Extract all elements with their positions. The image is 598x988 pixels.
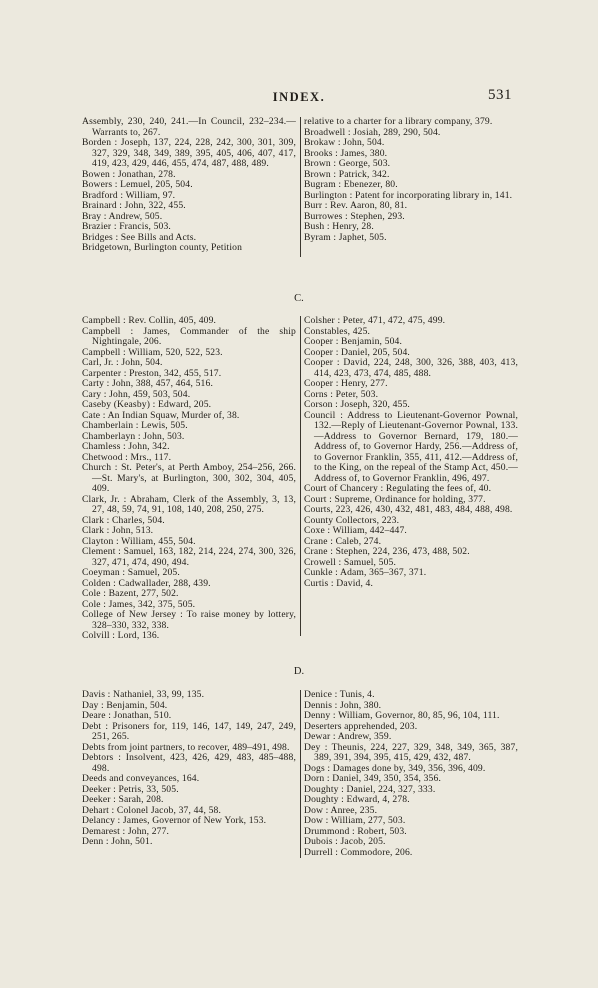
section-b <box>82 117 518 254</box>
section-c <box>82 316 518 642</box>
index-entry: College of New Jersey : To raise money by lottery, 328–330, 332, 338. <box>82 609 296 631</box>
index-entry: Chamless : John, 342. <box>82 441 170 452</box>
index-entry: Cooper : Daniel, 205, 504. <box>304 346 410 358</box>
left-column <box>82 117 296 254</box>
index-entry: Deeker : Sarah, 208. <box>82 794 164 805</box>
left-column <box>82 690 296 858</box>
index-entry: Bradford : William, 97. <box>82 189 176 201</box>
index-entry: Burr : Rev. Aaron, 80, 81. <box>304 200 408 211</box>
index-entry: Bridgetown, Burlington county, Petition <box>82 242 243 253</box>
index-entry: Curtis : David, 4. <box>304 577 374 589</box>
index-entry: Brooks : James, 380. <box>304 147 388 159</box>
index-entry: Burrowes : Stephen, 293. <box>304 210 405 222</box>
index-entry: Cole : Bazent, 277, 502. <box>82 588 179 599</box>
index-entry: Dorn : Daniel, 349, 350, 354, 356. <box>304 773 441 784</box>
index-entry: Brown : George, 503. <box>304 158 391 169</box>
index-entry: Broadwell : Josiah, 289, 290, 504. <box>304 126 441 138</box>
running-head <box>0 87 598 108</box>
index-entry: Church : St. Peter's, at Perth Amboy, 254–256, 266.—St. Mary's, at Burlington, 300, 302, 304, 405, 409. <box>82 462 296 494</box>
index-entry: Clark : Charles, 504. <box>82 514 165 526</box>
index-entry: Constables, 425. <box>304 325 371 337</box>
index-entry: Cate : An Indian Squaw, Murder of, 38. <box>82 409 240 421</box>
index-entry: Campbell : James, Commander of the ship Nightingale, 206. <box>82 325 296 347</box>
index-entry: Denny : William, Governor, 80, 85, 96, 104, 111. <box>304 710 500 721</box>
index-entry: Dennis : John, 380. <box>304 699 382 711</box>
index-entry: Davis : Nathaniel, 33, 99, 135. <box>82 689 205 700</box>
index-entry: Brazier : Francis, 503. <box>82 221 171 232</box>
index-entry: Day : Benjamin, 504. <box>82 699 168 711</box>
index-entry: Campbell : William, 520, 522, 523. <box>82 346 223 358</box>
index-entry: Caseby (Keasby) : Edward, 205. <box>82 399 212 410</box>
index-entry: Clark : John, 513. <box>82 525 154 536</box>
index-entry: Crane : Stephen, 224, 236, 473, 488, 502. <box>304 546 470 557</box>
index-entry: Deserters apprehended, 203. <box>304 720 418 732</box>
index-entry: Crowell : Samuel, 505. <box>304 556 397 568</box>
right-column <box>300 690 518 858</box>
left-column <box>82 316 296 642</box>
index-entry: Colvill : Lord, 136. <box>82 630 160 641</box>
index-entry: Cooper : David, 224, 248, 300, 326, 388, 403, 413, 414, 423, 473, 474, 485, 488. <box>304 357 518 379</box>
index-entry: Coxe : William, 442–447. <box>304 525 407 536</box>
index-entry: Drummond : Robert, 503. <box>304 825 407 837</box>
index-entry: Court : Supreme, Ordinance for holding, 377. <box>304 493 486 505</box>
index-entry: Chamberlain : Lewis, 505. <box>82 420 188 431</box>
section-d <box>82 690 518 858</box>
index-entry: Brokaw : John, 504. <box>304 137 385 148</box>
index-entry: Bridges : See Bills and Acts. <box>82 231 197 243</box>
index-entry: Cole : James, 342, 375, 505. <box>82 598 196 610</box>
index-entry: Byram : Japhet, 505. <box>304 231 387 243</box>
index-entry: Bush : Henry, 28. <box>304 221 374 232</box>
index-entry: Corson : Joseph, 320, 455. <box>304 399 410 410</box>
index-entry: Deeds and conveyances, 164. <box>82 773 200 784</box>
index-entry: Cooper : Henry, 277. <box>304 378 388 389</box>
index-entry: Doughty : Daniel, 224, 327, 333. <box>304 783 436 795</box>
index-entry: Colsher : Peter, 471, 472, 475, 499. <box>304 315 446 326</box>
index-entry: Denice : Tunis, 4. <box>304 689 375 700</box>
index-entry: Debts from joint partners, to recover, 489–491, 498. <box>82 741 290 753</box>
index-entry: Deeker : Petris, 33, 505. <box>82 783 179 795</box>
index-entry: Corns : Peter, 503. <box>304 388 379 400</box>
index-entry: Clement : Samuel, 163, 182, 214, 224, 274, 300, 326, 327, 471, 474, 490, 494. <box>82 546 296 568</box>
index-entry: Dehart : Colonel Jacob, 37, 44, 58. <box>82 804 222 816</box>
index-entry: Cooper : Benjamin, 504. <box>304 336 403 347</box>
index-entry: Debt : Prisoners for, 119, 146, 147, 149, 247, 249, 251, 265. <box>82 720 296 742</box>
index-entry: Dubois : Jacob, 205. <box>304 836 386 847</box>
index-entry: Dewar : Andrew, 359. <box>304 731 392 742</box>
index-entry: Campbell : Rev. Collin, 405, 409. <box>82 315 217 326</box>
index-entry: Brown : Patrick, 342. <box>304 168 390 180</box>
index-entry: Demarest : John, 277. <box>82 825 170 837</box>
index-entry: Bowers : Lemuel, 205, 504. <box>82 179 193 190</box>
index-entry: Burlington : Patent for incorporating library in, 141. <box>304 189 513 201</box>
index-entry: Cary : John, 459, 503, 504. <box>82 388 191 400</box>
index-entry: Chetwood : Mrs., 117. <box>82 451 172 463</box>
index-entry: Bugram : Ebenezer, 80. <box>304 179 398 190</box>
index-entry: Chamberlayn : John, 503. <box>82 430 185 442</box>
right-column <box>300 117 518 254</box>
running-title: INDEX. <box>272 90 326 104</box>
index-entry: Carty : John, 388, 457, 464, 516. <box>82 378 213 389</box>
index-entry: relative to a charter for a library company, 379. <box>304 116 493 127</box>
index-entry: Dey : Theunis, 224, 227, 329, 348, 349, 365, 387, 389, 391, 394, 395, 415, 429, 432, 487. <box>304 741 518 763</box>
section-heading-d: D. <box>293 666 305 677</box>
index-entry: Debtors : Insolvent, 423, 426, 429, 483, 485–488, 498. <box>82 752 296 774</box>
index-entry: County Collectors, 223. <box>304 514 400 526</box>
section-heading-c: C. <box>294 293 304 304</box>
index-entry: Brainard : John, 322, 455. <box>82 200 186 211</box>
index-entry: Coeyman : Samuel, 205. <box>82 567 180 578</box>
index-entry: Dow : Anree, 235. <box>304 804 378 816</box>
index-entry: Colden : Cadwallader, 288, 439. <box>82 577 211 589</box>
index-entry: Assembly, 230, 240, 241.—In Council, 232–234.—Warrants to, 267. <box>82 116 296 138</box>
index-entry: Courts, 223, 426, 430, 432, 481, 483, 484, 488, 498. <box>304 504 513 515</box>
index-entry: Dogs : Damages done by, 349, 356, 396, 409. <box>304 762 486 774</box>
index-entry: Delancy : James, Governor of New York, 153. <box>82 815 267 826</box>
index-entry: Carl, Jr. : John, 504. <box>82 357 163 368</box>
index-entry: Clark, Jr. : Abraham, Clerk of the Assembly, 3, 13, 27, 48, 59, 74, 91, 108, 140, 208, 250, 275. <box>82 493 296 515</box>
index-entry: Bowen : Jonathan, 278. <box>82 168 176 180</box>
index-entry: Council : Address to Lieutenant-Governor Pownal, 132.—Reply of Lieutenant-Governor Pownal, 133.—Address to Governor Bernard, 179, 180.—Address of, to Governor Hardy, 256.—Address of, to Governor Franklin, 355, 411, 412.—Address of, to the King, on the repeal of the Stamp Act, 450.—Address of, to Governor Franklin, 496, 497. <box>304 409 518 484</box>
index-entry: Durrell : Commodore, 206. <box>304 846 413 858</box>
index-entry: Clayton : William, 455, 504. <box>82 535 196 547</box>
index-entry: Court of Chancery : Regulating the fees of, 40. <box>304 483 492 494</box>
index-entry: Doughty : Edward, 4, 278. <box>304 794 410 805</box>
index-entry: Bray : Andrew, 505. <box>82 210 163 222</box>
page-number: 531 <box>488 87 512 103</box>
index-entry: Denn : John, 501. <box>82 836 153 847</box>
index-entry: Cunkle : Adam, 365–367, 371. <box>304 567 427 578</box>
index-entry: Deare : Jonathan, 510. <box>82 710 172 721</box>
index-entry: Borden : Joseph, 137, 224, 228, 242, 300, 301, 309, 327, 329, 348, 349, 389, 395, 405, 406, 407, 417, 419, 423, 429, 446, 455, 474, 487, 488, 489. <box>82 137 296 169</box>
right-column <box>300 316 518 642</box>
index-entry: Carpenter : Preston, 342, 455, 517. <box>82 367 222 379</box>
index-entry: Dow : William, 277, 503. <box>304 815 406 826</box>
index-entry: Crane : Caleb, 274. <box>304 535 382 547</box>
